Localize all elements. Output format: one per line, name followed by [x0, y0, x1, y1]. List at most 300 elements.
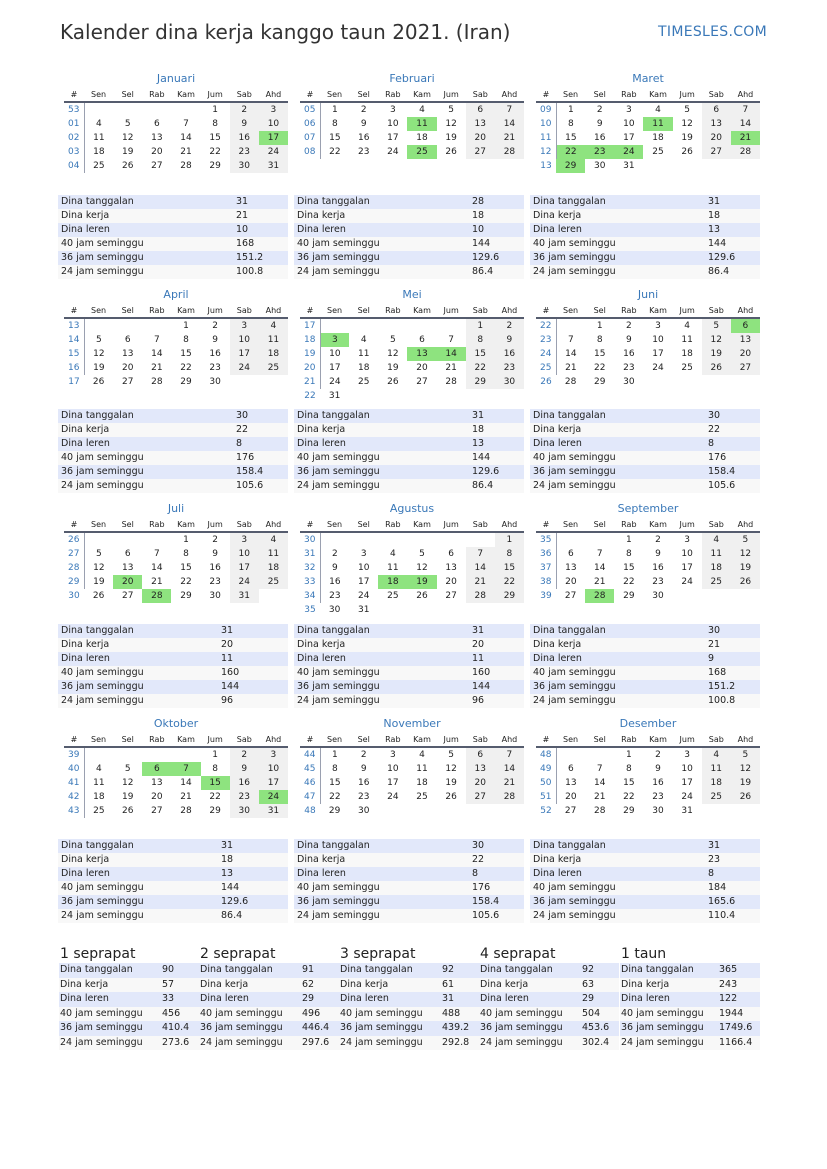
- weekday-header: Jum: [201, 88, 230, 102]
- stat-row: [59, 963, 199, 978]
- day-cell: 12: [121, 133, 134, 143]
- stat-value: 90: [161, 963, 199, 978]
- day-cell: 26: [445, 147, 457, 157]
- day-cell: 4: [259, 318, 288, 333]
- stat-value: 10: [233, 223, 288, 237]
- stat-row: [479, 1036, 619, 1051]
- stat-label: 24 jam seminggu: [59, 1036, 161, 1051]
- day-cell: 5: [419, 549, 425, 559]
- month-name: Oktober: [153, 717, 199, 730]
- day-cell: 7: [731, 102, 760, 117]
- stat-row: [294, 666, 524, 680]
- day-cell: 5: [684, 105, 690, 115]
- stat-value: 105.6: [469, 909, 524, 923]
- stat-label: Dina tanggalan: [620, 963, 718, 978]
- week-number-header: #: [300, 733, 320, 747]
- stat-value: 61: [441, 978, 479, 993]
- stat-label: 40 jam seminggu: [530, 881, 705, 895]
- day-cell: 21: [180, 792, 192, 802]
- holiday-day-cell: 14: [437, 347, 466, 361]
- stat-label: 40 jam seminggu: [59, 1007, 161, 1022]
- day-cell: 12: [445, 119, 457, 129]
- day-cell: 20: [565, 577, 577, 587]
- stat-value: 292.8: [441, 1036, 479, 1051]
- stat-value: 31: [233, 195, 288, 209]
- stat-value: 13: [469, 437, 524, 451]
- stat-label: Dina tanggalan: [339, 963, 441, 978]
- weekday-header: Kam: [407, 88, 436, 102]
- stat-row: [294, 895, 524, 909]
- day-cell: 30: [209, 591, 221, 601]
- stat-label: Dina tanggalan: [59, 963, 161, 978]
- weekday-header: Sen: [84, 518, 113, 532]
- week-number: 21: [300, 375, 320, 389]
- day-cell: 4: [259, 532, 288, 547]
- weekday-header: Rab: [614, 88, 643, 102]
- stat-label: Dina leren: [479, 992, 581, 1007]
- week-row: [536, 762, 760, 776]
- week-row: [536, 159, 760, 173]
- stat-value: 86.4: [469, 265, 524, 279]
- weekday-header: Jum: [437, 88, 466, 102]
- week-row: [536, 790, 760, 804]
- stat-value: 8: [469, 867, 524, 881]
- holiday-day-cell: 24: [259, 790, 288, 804]
- day-cell: 30: [230, 159, 259, 173]
- day-cell: 28: [180, 161, 192, 171]
- stat-row: [530, 881, 760, 895]
- day-cell: 4: [95, 119, 102, 129]
- day-cell: 19: [121, 147, 134, 157]
- day-cell: 5: [731, 532, 760, 547]
- weekday-header: Rab: [142, 304, 171, 318]
- day-cell: 2: [230, 747, 259, 762]
- empty-day-cell: [407, 603, 436, 617]
- holiday-day-cell: 6: [731, 318, 760, 333]
- day-cell: 19: [731, 561, 760, 575]
- day-cell: 19: [445, 778, 457, 788]
- day-cell: 5: [731, 747, 760, 762]
- empty-day-cell: [495, 804, 524, 818]
- day-cell: 23: [329, 591, 341, 601]
- day-cell: 3: [655, 321, 661, 331]
- stat-row: [59, 978, 199, 993]
- stat-row: [58, 652, 288, 666]
- week-number: 46: [300, 776, 320, 790]
- weekday-header: Sel: [113, 304, 142, 318]
- day-cell: 3: [259, 102, 288, 117]
- day-cell: 26: [731, 575, 760, 589]
- day-cell: 4: [389, 549, 396, 559]
- stat-label: 40 jam seminggu: [530, 451, 705, 465]
- day-cell: 29: [593, 377, 606, 387]
- stat-label: 40 jam seminggu: [339, 1007, 441, 1022]
- day-cell: 28: [564, 377, 577, 387]
- month-name: Januari: [156, 72, 196, 85]
- stat-value: 8: [233, 437, 288, 451]
- empty-day-cell: [113, 532, 142, 547]
- site-brand-link[interactable]: TIMESLES.COM: [658, 24, 767, 40]
- empty-day-cell: [171, 747, 200, 762]
- stat-label: 24 jam seminggu: [199, 1036, 301, 1051]
- empty-day-cell: [585, 747, 614, 762]
- day-cell: 24: [259, 145, 288, 159]
- day-cell: 1: [567, 105, 574, 115]
- stat-value: 31: [705, 195, 760, 209]
- stat-row: [58, 195, 288, 209]
- stat-label: 36 jam seminggu: [530, 465, 705, 479]
- week-row: [64, 117, 288, 131]
- day-cell: 29: [328, 806, 341, 816]
- day-cell: 17: [652, 349, 664, 359]
- day-cell: 7: [153, 549, 160, 559]
- day-cell: 24: [329, 377, 341, 387]
- weekday-header: Jum: [437, 518, 466, 532]
- stat-label: Dina leren: [294, 437, 469, 451]
- weekday-header: Sen: [320, 304, 349, 318]
- empty-day-cell: [437, 804, 466, 818]
- stat-row: [58, 251, 288, 265]
- month-calendar: [300, 288, 524, 403]
- month-stats-table: [294, 839, 524, 923]
- stat-value: 8: [705, 437, 760, 451]
- empty-day-cell: [702, 375, 731, 389]
- weekday-header: Sab: [466, 88, 495, 102]
- week-row: [64, 776, 288, 790]
- day-cell: 7: [466, 547, 495, 561]
- day-cell: 20: [565, 792, 577, 802]
- stat-label: 36 jam seminggu: [59, 1021, 161, 1036]
- day-cell: 26: [702, 361, 731, 375]
- day-cell: 10: [357, 563, 370, 573]
- day-cell: 3: [389, 105, 396, 115]
- day-cell: 20: [702, 131, 731, 145]
- stat-row: [530, 895, 760, 909]
- stat-value: 30: [705, 409, 760, 423]
- week-number: 25: [536, 361, 556, 375]
- day-cell: 24: [652, 363, 664, 373]
- stat-row: [294, 839, 524, 853]
- weekday-header: Ahd: [495, 518, 524, 532]
- day-cell: 15: [623, 778, 635, 788]
- day-cell: 21: [151, 363, 163, 373]
- stat-value: 129.6: [218, 895, 288, 909]
- stat-label: 40 jam seminggu: [294, 881, 469, 895]
- day-cell: 18: [702, 776, 731, 790]
- day-cell: 15: [565, 133, 577, 143]
- day-cell: 29: [209, 806, 221, 816]
- day-cell: 24: [357, 591, 370, 601]
- week-number: 44: [300, 747, 320, 762]
- day-cell: 11: [416, 764, 428, 774]
- day-cell: 15: [329, 778, 341, 788]
- week-number: 23: [536, 333, 556, 347]
- day-cell: 29: [180, 377, 192, 387]
- weekday-header: Ahd: [731, 733, 760, 747]
- empty-day-cell: [320, 532, 349, 547]
- month-name: Desember: [619, 717, 677, 730]
- empty-day-cell: [585, 532, 614, 547]
- stat-value: 13: [705, 223, 760, 237]
- stat-value: 184: [705, 881, 760, 895]
- week-number: 05: [300, 102, 320, 117]
- stat-value: 176: [705, 451, 760, 465]
- day-cell: 6: [702, 102, 731, 117]
- day-cell: 17: [623, 133, 635, 143]
- week-number: 42: [64, 790, 84, 804]
- stat-value: 446.4: [301, 1021, 339, 1036]
- day-cell: 22: [329, 792, 341, 802]
- stat-row: [294, 867, 524, 881]
- stat-label: 40 jam seminggu: [58, 237, 233, 251]
- day-cell: 4: [419, 750, 425, 760]
- weekday-header: Ahd: [259, 733, 288, 747]
- week-number: 51: [536, 790, 556, 804]
- day-cell: 9: [212, 549, 218, 559]
- day-cell: 28: [731, 145, 760, 159]
- day-cell: 10: [230, 333, 259, 347]
- day-cell: 29: [623, 591, 635, 601]
- week-number: 17: [300, 318, 320, 333]
- stat-value: 100.8: [233, 265, 288, 279]
- stat-row: [294, 265, 524, 279]
- day-cell: 23: [652, 577, 664, 587]
- stat-label: 24 jam seminggu: [294, 265, 469, 279]
- stat-row: [199, 1007, 339, 1022]
- holiday-day-cell: 28: [142, 589, 171, 603]
- day-cell: 11: [93, 778, 105, 788]
- weekday-header: Sel: [113, 733, 142, 747]
- stat-row: [294, 638, 524, 652]
- stat-row: [294, 437, 524, 451]
- stat-row: [58, 479, 288, 493]
- day-cell: 18: [416, 778, 428, 788]
- stat-row: [294, 881, 524, 895]
- day-cell: 19: [681, 133, 693, 143]
- week-row: [536, 117, 760, 131]
- stat-row: [339, 992, 479, 1007]
- day-cell: 1: [625, 535, 632, 545]
- stat-row: [58, 624, 288, 638]
- day-cell: 20: [731, 347, 760, 361]
- stat-label: Dina kerja: [58, 209, 233, 223]
- stat-value: 9: [705, 652, 760, 666]
- week-number: 16: [64, 361, 84, 375]
- day-cell: 9: [495, 333, 524, 347]
- stat-value: 31: [469, 624, 524, 638]
- weekday-header: Ahd: [259, 88, 288, 102]
- weekday-header: Sel: [349, 733, 378, 747]
- stat-value: 129.6: [469, 251, 524, 265]
- stat-value: 110.4: [705, 909, 760, 923]
- stat-row: [530, 867, 760, 881]
- day-cell: 28: [180, 806, 192, 816]
- day-cell: 26: [387, 377, 399, 387]
- stat-row: [58, 209, 288, 223]
- stat-value: 365: [718, 963, 760, 978]
- holiday-day-cell: 24: [614, 145, 643, 159]
- month-stats-table: [58, 624, 288, 708]
- day-cell: 8: [625, 764, 632, 774]
- week-row: [64, 747, 288, 762]
- day-cell: 27: [731, 361, 760, 375]
- stat-label: Dina leren: [58, 867, 218, 881]
- day-cell: 21: [495, 131, 524, 145]
- stat-label: Dina kerja: [294, 853, 469, 867]
- week-row: [300, 747, 524, 762]
- week-number: 17: [68, 377, 80, 387]
- month-grid: [536, 304, 760, 389]
- day-cell: 18: [93, 147, 105, 157]
- stat-value: 1944: [718, 1007, 760, 1022]
- empty-day-cell: [643, 375, 672, 389]
- stat-value: 18: [705, 209, 760, 223]
- day-cell: 8: [183, 549, 189, 559]
- stat-value: 297.6: [301, 1036, 339, 1051]
- stat-label: 24 jam seminggu: [479, 1036, 581, 1051]
- week-number: 29: [64, 575, 84, 589]
- day-cell: 3: [360, 549, 367, 559]
- week-row: [64, 561, 288, 575]
- week-number: 18: [300, 333, 320, 347]
- day-cell: 1: [212, 750, 218, 760]
- stat-row: [530, 195, 760, 209]
- day-cell: 12: [121, 778, 134, 788]
- week-number: 24: [536, 347, 556, 361]
- month-name: November: [383, 717, 441, 730]
- stat-value: 30: [469, 839, 524, 853]
- stat-label: Dina tanggalan: [294, 839, 469, 853]
- stat-value: 33: [161, 992, 199, 1007]
- weekday-header: Jum: [673, 733, 702, 747]
- week-number: 43: [64, 804, 84, 818]
- day-cell: 6: [466, 747, 495, 762]
- stat-row: [339, 1007, 479, 1022]
- weekday-header: Sel: [349, 88, 378, 102]
- stat-label: 40 jam seminggu: [620, 1007, 718, 1022]
- stat-value: 243: [718, 978, 760, 993]
- stat-row: [58, 839, 288, 853]
- empty-day-cell: [702, 159, 731, 173]
- day-cell: 27: [564, 806, 577, 816]
- day-cell: 23: [623, 363, 635, 373]
- stat-row: [479, 978, 619, 993]
- stat-label: Dina kerja: [58, 853, 218, 867]
- week-row: [64, 790, 288, 804]
- day-cell: 27: [466, 145, 495, 159]
- day-cell: 22: [593, 363, 606, 373]
- stat-row: [530, 237, 760, 251]
- stat-value: 20: [218, 638, 288, 652]
- weekday-header: Sen: [556, 304, 585, 318]
- day-cell: 4: [419, 105, 425, 115]
- day-cell: 2: [212, 321, 218, 331]
- day-cell: 25: [387, 591, 399, 601]
- day-cell: 20: [151, 147, 163, 157]
- stat-value: 57: [161, 978, 199, 993]
- stat-row: [58, 895, 288, 909]
- stat-value: 496: [301, 1007, 339, 1022]
- day-cell: 13: [121, 349, 134, 359]
- weekday-header: Sel: [349, 518, 378, 532]
- weekday-header: Sen: [320, 518, 349, 532]
- empty-day-cell: [673, 159, 702, 173]
- week-row: [300, 389, 524, 403]
- stat-label: Dina tanggalan: [294, 409, 469, 423]
- stat-value: 86.4: [218, 909, 288, 923]
- week-number: 07: [300, 131, 320, 145]
- month-grid: [300, 88, 524, 159]
- week-number: 22: [304, 391, 316, 401]
- week-number: 03: [64, 145, 84, 159]
- week-row: [300, 102, 524, 117]
- stat-row: [294, 409, 524, 423]
- empty-day-cell: [556, 747, 585, 762]
- stat-row: [479, 992, 619, 1007]
- stat-value: 158.4: [469, 895, 524, 909]
- day-cell: 2: [495, 318, 524, 333]
- day-cell: 1: [183, 535, 189, 545]
- day-cell: 13: [151, 778, 163, 788]
- week-row: [64, 589, 288, 603]
- day-cell: 11: [259, 547, 288, 561]
- week-row: [536, 547, 760, 561]
- weekday-header: Kam: [643, 304, 672, 318]
- day-cell: 3: [230, 532, 259, 547]
- week-row: [64, 159, 288, 173]
- day-cell: 18: [702, 561, 731, 575]
- month-calendar: [64, 717, 288, 818]
- day-cell: 10: [259, 762, 288, 776]
- weekday-header: Sab: [230, 733, 259, 747]
- day-cell: 4: [360, 335, 367, 345]
- stat-value: 165.6: [705, 895, 760, 909]
- stat-value: 144: [469, 451, 524, 465]
- stat-label: 36 jam seminggu: [294, 251, 469, 265]
- stat-value: 92: [441, 963, 479, 978]
- day-cell: 7: [153, 335, 160, 345]
- day-cell: 15: [209, 133, 221, 143]
- weekday-header: Sab: [702, 518, 731, 532]
- empty-day-cell: [378, 389, 407, 403]
- weekday-header: Rab: [378, 518, 407, 532]
- week-number-header: #: [64, 733, 84, 747]
- empty-day-cell: [673, 375, 702, 389]
- day-cell: 26: [92, 591, 105, 601]
- stat-row: [530, 265, 760, 279]
- weekday-header: Jum: [673, 304, 702, 318]
- week-number-header: #: [536, 88, 556, 102]
- stat-label: 36 jam seminggu: [479, 1021, 581, 1036]
- week-row: [64, 375, 288, 389]
- stat-row: [294, 694, 524, 708]
- day-cell: 23: [209, 363, 221, 373]
- stat-value: 168: [233, 237, 288, 251]
- empty-day-cell: [731, 589, 760, 603]
- day-cell: 19: [93, 363, 105, 373]
- stat-label: 36 jam seminggu: [294, 680, 469, 694]
- day-cell: 10: [230, 547, 259, 561]
- day-cell: 5: [448, 750, 454, 760]
- week-number: 45: [300, 762, 320, 776]
- day-cell: 26: [681, 147, 693, 157]
- month-stats-table: [530, 624, 760, 708]
- day-cell: 25: [93, 161, 105, 171]
- stat-value: 160: [218, 666, 288, 680]
- stat-row: [58, 680, 288, 694]
- day-cell: 18: [357, 363, 370, 373]
- week-number: 49: [536, 762, 556, 776]
